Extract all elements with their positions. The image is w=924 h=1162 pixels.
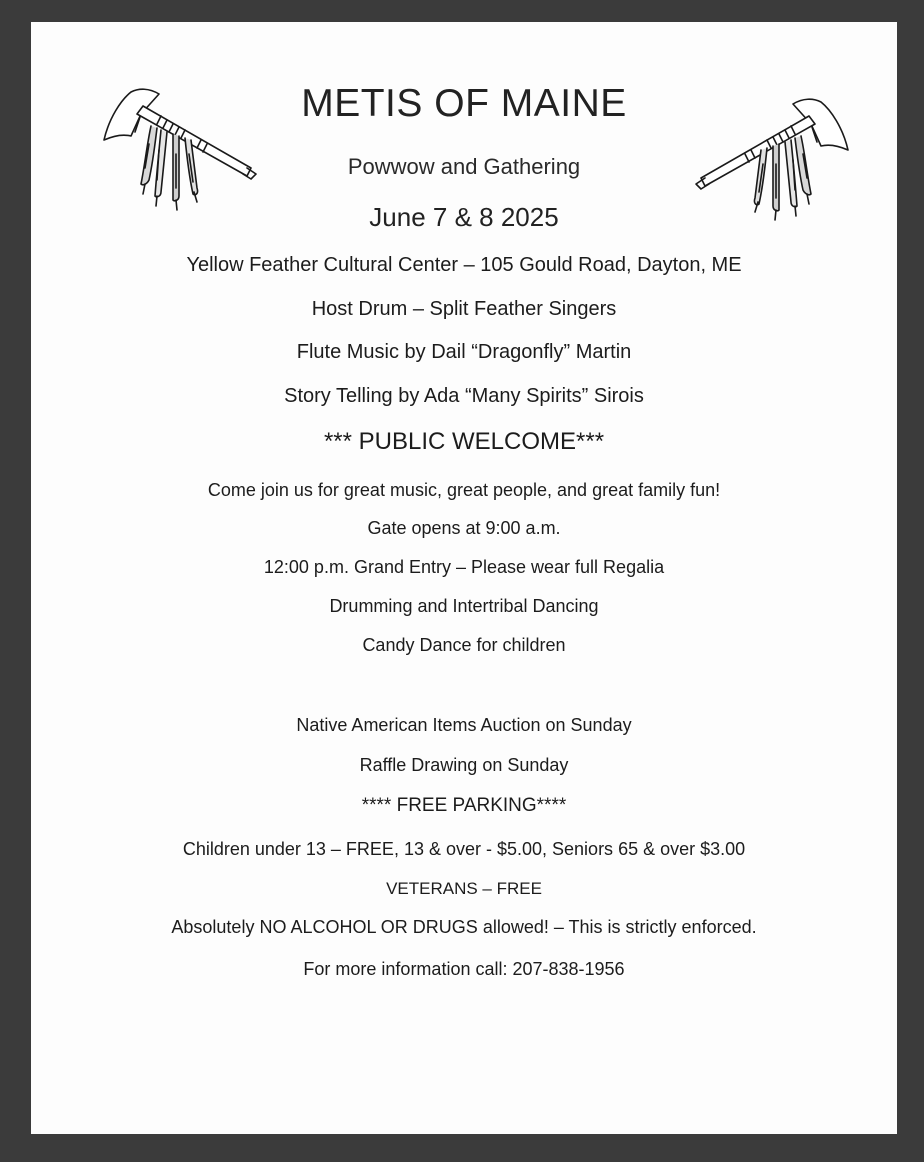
story-telling: Story Telling by Ada “Many Spirits” Sirois [284, 385, 644, 407]
auction-notice: Native American Items Auction on Sunday [296, 715, 632, 735]
public-welcome: *** PUBLIC WELCOME*** [323, 428, 605, 455]
event-venue: Yellow Feather Cultural Center – 105 Gould Road, Dayton, ME [186, 254, 742, 276]
admission-prices: Children under 13 – FREE, 13 & over - $5.00, Seniors 65 & over $3.00 [182, 839, 746, 859]
veterans-free: VETERANS – FREE [386, 879, 542, 898]
drumming-dancing: Drumming and Intertribal Dancing [329, 596, 599, 616]
contact-info: For more information call: 207-838-1956 [303, 959, 625, 979]
join-invitation: Come join us for great music, great people, and great family fun! [207, 480, 721, 500]
gate-time: Gate opens at 9:00 a.m. [367, 518, 561, 538]
free-parking: **** FREE PARKING**** [361, 795, 567, 816]
event-date: June 7 & 8 2025 [369, 202, 559, 232]
flute-music: Flute Music by Dail “Dragonfly” Martin [296, 341, 632, 363]
flyer-subtitle: Powwow and Gathering [347, 154, 581, 179]
candy-dance: Candy Dance for children [362, 635, 566, 655]
flyer-title: METIS OF MAINE [301, 82, 627, 125]
host-drum: Host Drum – Split Feather Singers [311, 298, 617, 320]
flyer-page [31, 22, 897, 1134]
alcohol-policy: Absolutely NO ALCOHOL OR DRUGS allowed! – This is strictly enforced. [171, 917, 757, 937]
raffle-notice: Raffle Drawing on Sunday [359, 755, 569, 775]
grand-entry: 12:00 p.m. Grand Entry – Please wear full Regalia [263, 557, 665, 577]
